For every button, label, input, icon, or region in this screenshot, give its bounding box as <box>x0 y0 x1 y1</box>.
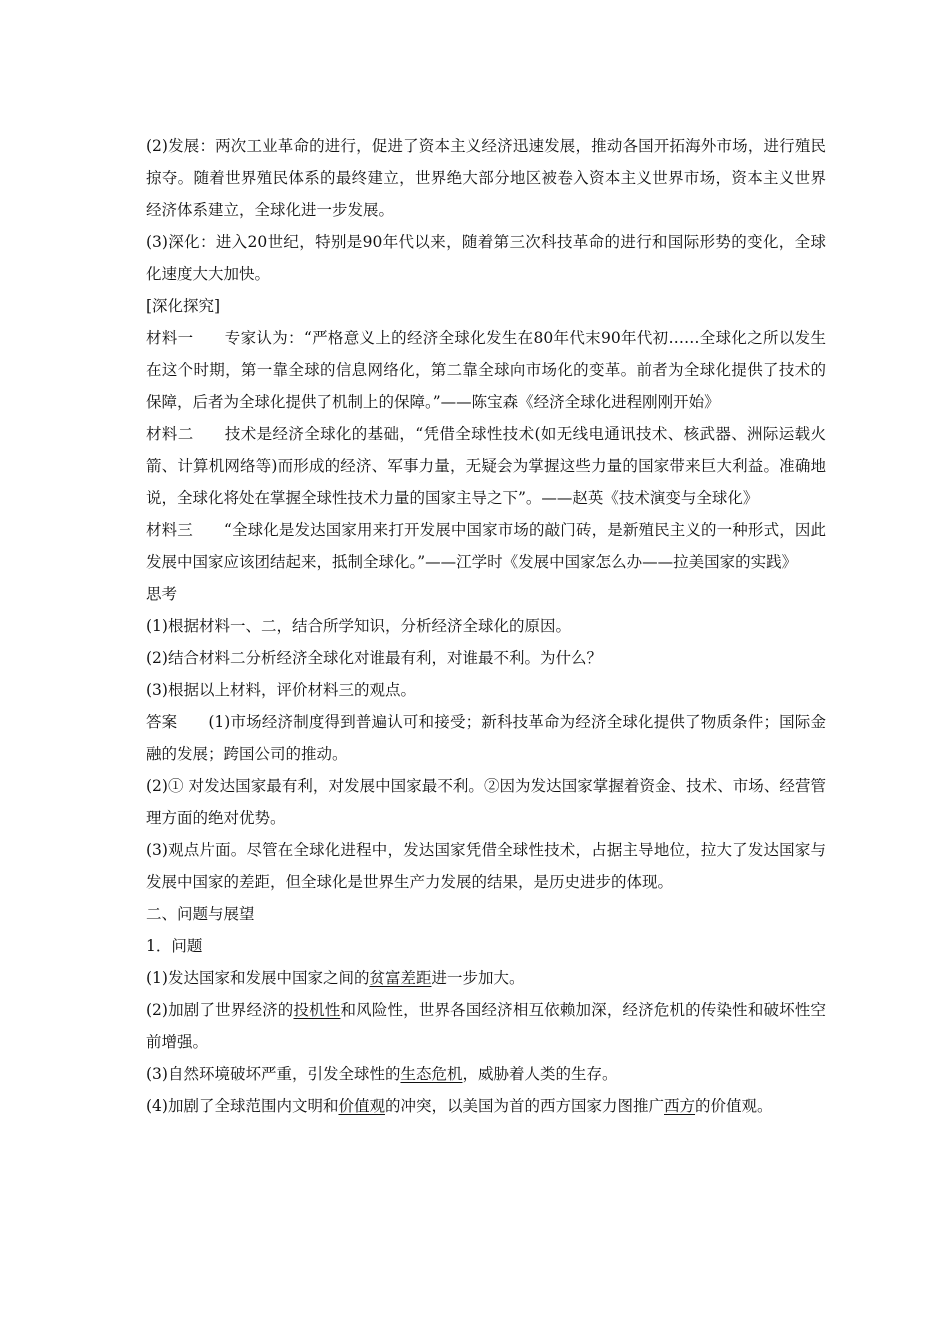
material-one-text: 专家认为：“严格意义上的经济全球化发生在80年代末90年代初……全球化之所以发生在这个时期，第一靠全球的信息网络化，第二靠全球向市场化的变革。前者为全球化提供了技术的保障，后者为全球化提供了机制上的保障。”——陈宝森《经济全球化进程刚刚开始》 <box>146 329 826 411</box>
issue-3 <box>146 1058 826 1090</box>
think-heading: 思考 <box>146 585 178 603</box>
material-one <box>146 322 826 418</box>
paragraph-deepening: (3)深化：进入20世纪，特别是90年代以来，随着第三次科技革命的进行和国际形势的变化，全球化速度大大加快。 <box>146 233 826 283</box>
question-3: (3)根据以上材料，评价材料三的观点。 <box>146 681 416 699</box>
issue-3-post: ，威胁着人类的生存。 <box>462 1065 618 1083</box>
document-page <box>146 130 826 1122</box>
answer-label: 答案 <box>146 713 178 731</box>
material-three-text: “全球化是发达国家用来打开发展中国家市场的敲门砖，是新殖民主义的一种形式，因此发展中国家应该团结起来，抵制全球化。”——江学时《发展中国家怎么办——拉美国家的实践》 <box>146 521 826 571</box>
answer-1 <box>146 706 826 770</box>
issue-4-key-2: 西方 <box>664 1097 696 1115</box>
issue-2-pre: (2)加剧了世界经济的 <box>146 1001 294 1019</box>
material-two <box>146 418 826 514</box>
issue-3-pre: (3)自然环境破坏严重，引发全球性的 <box>146 1065 401 1083</box>
issue-1-pre: (1)发达国家和发展中国家之间的 <box>146 969 370 987</box>
issue-1 <box>146 962 826 994</box>
answer-1-text: (1)市场经济制度得到普遍认可和接受；新科技革命为经济全球化提供了物质条件；国际金融的发展；跨国公司的推动。 <box>146 713 826 763</box>
issue-1-post: 进一步加大。 <box>431 969 525 987</box>
issue-4-mid: 的冲突，以美国为首的西方国家力图推广 <box>384 1097 664 1115</box>
issue-2 <box>146 994 826 1058</box>
material-three <box>146 514 826 578</box>
answer-2: (2)① 对发达国家最有利，对发展中国家最不利。②因为发达国家掌握着资金、技术、市场、经营管理方面的绝对优势。 <box>146 777 826 827</box>
paragraph-development: (2)发展：两次工业革命的进行，促进了资本主义经济迅速发展，推动各国开拓海外市场，进行殖民掠夺。随着世界殖民体系的最终建立，世界绝大部分地区被卷入资本主义世界市场，资本主义世界经济体系建立，全球化进一步发展。 <box>146 137 826 219</box>
issue-1-key: 贫富差距 <box>369 969 432 987</box>
issue-4-pre: (4)加剧了全球范围内文明和 <box>146 1097 339 1115</box>
issue-2-key: 投机性 <box>293 1001 341 1019</box>
subheading-problems: 1．问题 <box>146 937 203 955</box>
material-three-label: 材料三 <box>146 521 193 539</box>
material-one-label: 材料一 <box>146 329 194 347</box>
section-heading-problems-outlook: 二、问题与展望 <box>146 905 255 923</box>
material-two-label: 材料二 <box>146 425 194 443</box>
question-2: (2)结合材料二分析经济全球化对谁最有利，对谁最不利。为什么？ <box>146 649 602 667</box>
issue-4-key-1: 价值观 <box>338 1097 385 1115</box>
issue-4-post: 的价值观。 <box>695 1097 773 1115</box>
answer-3: (3)观点片面。尽管在全球化进程中，发达国家凭借全球性技术，占据主导地位，拉大了发达国家与发展中国家的差距，但全球化是世界生产力发展的结果，是历史进步的体现。 <box>146 841 826 891</box>
explore-heading: [深化探究] <box>146 297 221 315</box>
issue-4 <box>146 1090 826 1122</box>
issue-2-post: 和风险性，世界各国经济相互依赖加深，经济危机的传染性和破坏性空前增强。 <box>146 1001 826 1051</box>
question-1: (1)根据材料一、二，结合所学知识，分析经济全球化的原因。 <box>146 617 571 635</box>
issue-3-key: 生态危机 <box>400 1065 463 1083</box>
material-two-text: 技术是经济全球化的基础，“凭借全球性技术(如无线电通讯技术、核武器、洲际运载火箭、计算机网络等)而形成的经济、军事力量，无疑会为掌握这些力量的国家带来巨大利益。准确地说，全球化将处在掌握全球性技术力量的国家主导之下”。——赵英《技术演变与全球化》 <box>146 425 826 507</box>
